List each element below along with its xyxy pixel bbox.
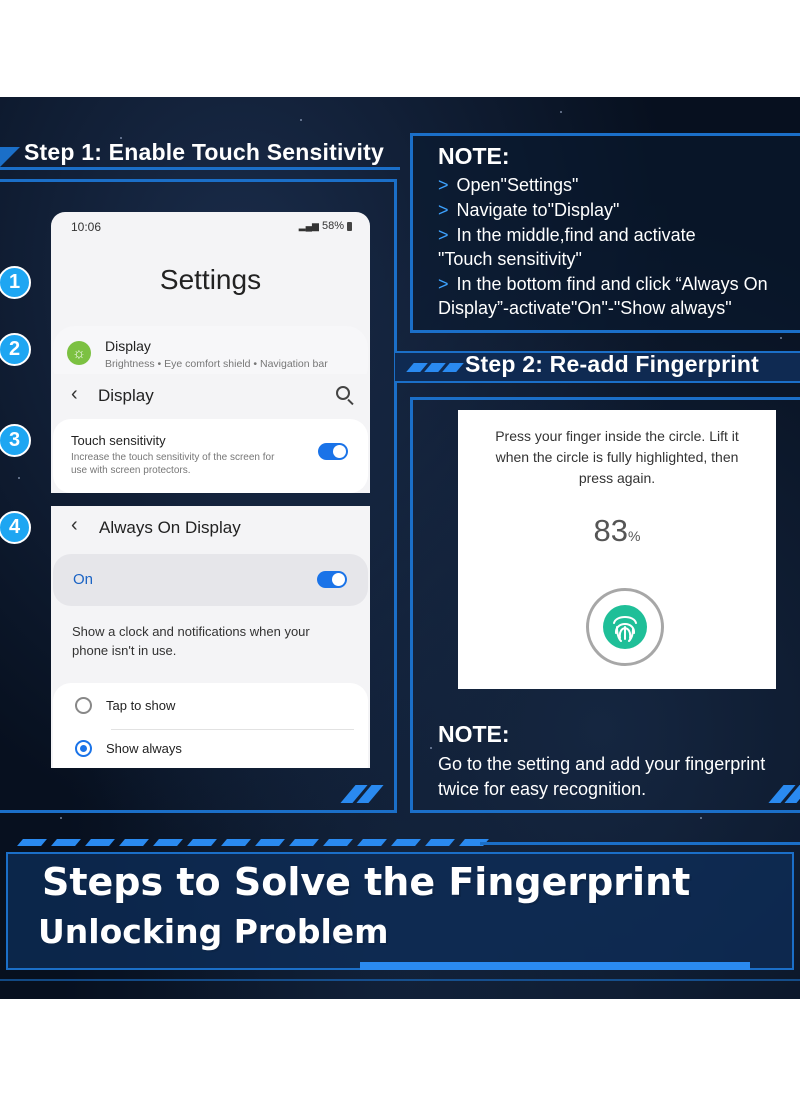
display-item-subtitle: Brightness • Eye comfort shield • Navigation bar (105, 358, 328, 370)
banner-top-rule (480, 842, 800, 845)
display-header-title: Display (98, 386, 154, 405)
fingerprint-enroll-screen (458, 410, 776, 689)
status-time: 10:06 (71, 220, 102, 234)
step1-title: Step 1: Enable Touch Sensitivity (24, 139, 384, 165)
note2-heading: NOTE: (438, 721, 510, 747)
display-gear-icon: ☼ (67, 341, 91, 365)
star (60, 817, 62, 819)
note1-text: Open"Settings" (456, 175, 579, 195)
always-on-display-screen (51, 506, 370, 768)
note1-line-6: Display”-activate"On"-"Show always" (438, 298, 732, 318)
touch-sensitivity-desc-1: Increase the touch sensitivity of the screen for (71, 452, 275, 463)
display-screen (51, 374, 370, 493)
step-marker-2: 2 (0, 333, 31, 366)
step2-corner-stripes-icon (776, 785, 800, 803)
banner-title-line-1: Steps to Solve the Fingerprint (42, 860, 691, 904)
fingerprint-instruction-1: Press your finger inside the circle. Lift it (495, 428, 739, 444)
step-marker-4: 4 (0, 511, 31, 544)
radio-unselected-icon[interactable] (75, 697, 92, 714)
option-label: Tap to show (106, 698, 176, 713)
instruction-poster (0, 97, 800, 999)
step1-title-underline (0, 167, 400, 170)
battery-level: 58% (321, 220, 344, 232)
step2-title: Step 2: Re-add Fingerprint (465, 351, 759, 377)
radio-selected-icon[interactable] (75, 740, 92, 757)
step2-stripes-icon (410, 363, 460, 372)
settings-title: Settings (159, 264, 262, 295)
signal-icon: ▂▄▆ (298, 220, 319, 231)
aod-header-title: Always On Display (99, 518, 241, 537)
note1-text: In the bottom find and click “Always On (456, 274, 768, 294)
step-marker-3: 3 (0, 424, 31, 457)
star (560, 111, 562, 113)
star (300, 119, 302, 121)
banner-bottom-bar (360, 962, 750, 970)
bullet-marker: > (438, 274, 449, 294)
banner-title-line-2: Unlocking Problem (38, 912, 389, 951)
note1-line-1 (438, 175, 578, 196)
fingerprint-instruction-2: when the circle is fully highlighted, then (495, 449, 739, 465)
enroll-percent: 83 (593, 513, 629, 548)
option-divider (111, 729, 354, 730)
note1-line-4: "Touch sensitivity" (438, 249, 582, 269)
display-back-arrow-icon[interactable]: ‹ (71, 383, 78, 405)
step-marker-1: 1 (0, 266, 31, 299)
touch-sensitivity-row[interactable] (53, 419, 368, 493)
bullet-marker: > (438, 175, 449, 195)
aod-on-row[interactable] (53, 554, 368, 606)
banner-bottom-rule (0, 979, 800, 981)
note1-line-2 (438, 200, 619, 221)
option-tap-to-show[interactable] (75, 697, 175, 714)
display-item-title: Display (105, 338, 151, 354)
fingerprint-sensor-ring[interactable] (586, 588, 664, 666)
banner-top-stripes-icon (20, 839, 486, 846)
touch-sensitivity-title: Touch sensitivity (71, 433, 166, 448)
search-icon[interactable] (336, 386, 350, 400)
bullet-marker: > (438, 200, 449, 220)
battery-icon (347, 222, 352, 231)
fingerprint-icon (601, 603, 649, 651)
star (780, 337, 782, 339)
note2-line-2: twice for easy recognition. (438, 779, 647, 799)
option-label: Show always (106, 741, 182, 756)
fingerprint-instruction-3: press again. (578, 470, 656, 486)
aod-options-card (53, 683, 368, 768)
note1-heading: NOTE: (438, 143, 510, 169)
enroll-progress (458, 513, 776, 549)
option-show-always[interactable] (75, 740, 182, 757)
touch-sensitivity-desc-2: use with screen protectors. (71, 465, 191, 476)
step1-title-corner-icon (0, 147, 20, 167)
note1-line-5 (438, 274, 768, 295)
aod-back-arrow-icon[interactable]: ‹ (71, 514, 78, 536)
star (700, 817, 702, 819)
aod-desc-1: Show a clock and notifications when your (72, 624, 310, 639)
status-bar-right (299, 220, 352, 232)
touch-sensitivity-toggle[interactable] (318, 443, 348, 460)
step1-stripes-icon (348, 785, 376, 803)
note1-text: Navigate to"Display" (456, 200, 620, 220)
enroll-percent-sign: % (628, 528, 641, 544)
note1-text: In the middle,find and activate (456, 225, 696, 245)
note1-line-3 (438, 225, 696, 246)
aod-on-label: On (73, 571, 94, 588)
note2-line-1: Go to the setting and add your fingerprint (438, 754, 766, 774)
bullet-marker: > (438, 225, 449, 245)
aod-on-toggle[interactable] (317, 571, 347, 588)
aod-desc-2: phone isn't in use. (72, 643, 177, 658)
